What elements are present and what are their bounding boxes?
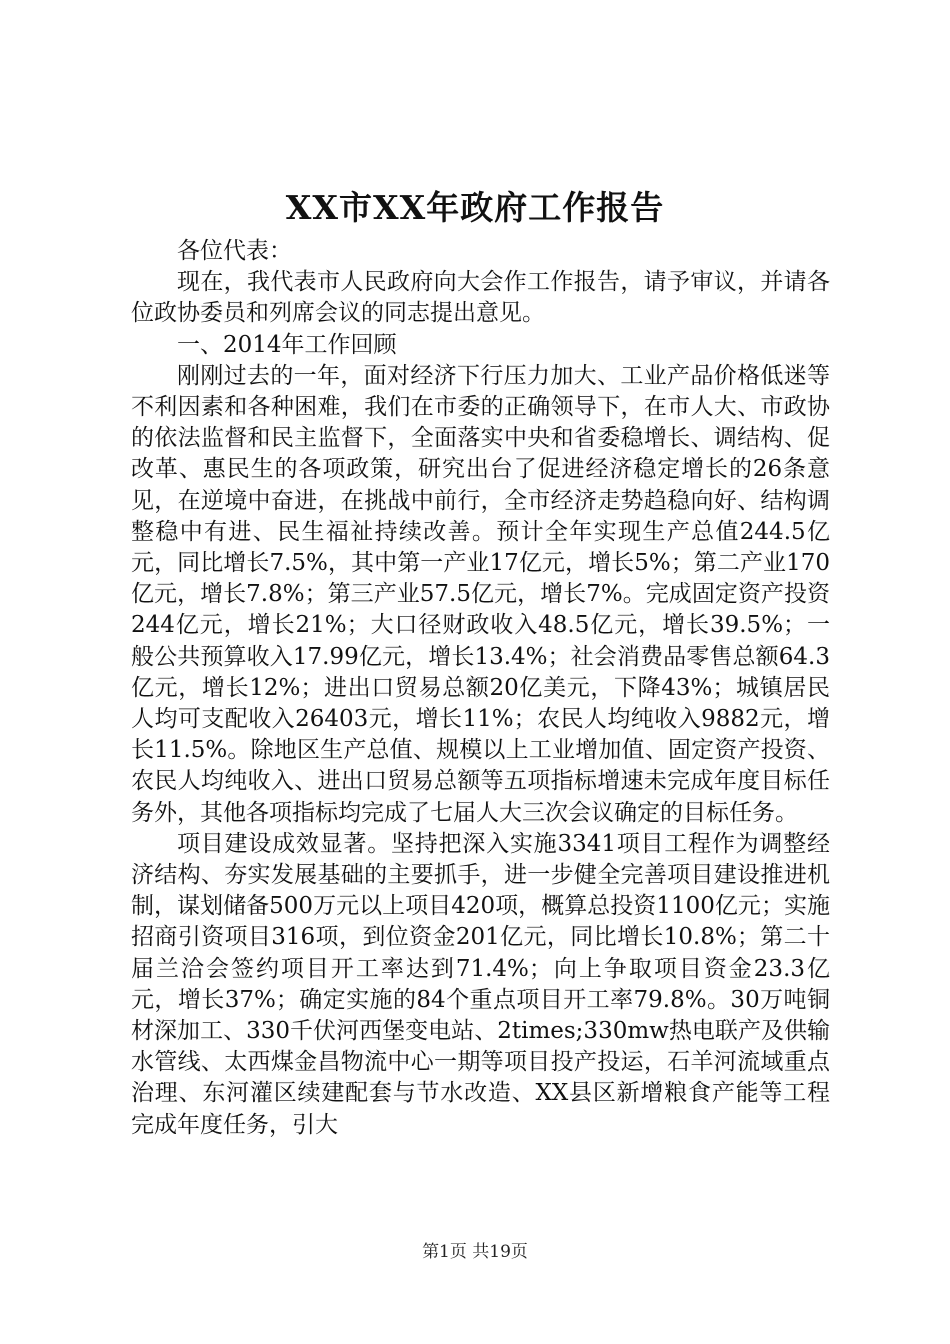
paragraph-projects: 项目建设成效显著。坚持把深入实施3341项目工程作为调整经济结构、夯实发展基础的主要抓手，进一步健全完善项目建设推进机制，谋划储备500万元以上项目420项，概算总投资1100亿元；实施招商引资项目316项，到位资金201亿元，同比增长10.8%；第二十届兰洽会签约项目开工率达到71.4%；向上争取项目资金23.3亿元，增长37%；确定实施的84个重点项目开工率79.8%。30万吨铜材深加工、330千伏河西堡变电站、2times;330mw热电联产及供输水管线、太西煤金昌物流中心一期等项目投产投运，石羊河流域重点治理、东河灌区续建配套与节水改造、XX县区新增粮食产能等工程完成年度任务，引大 bbox=[131, 830, 830, 1138]
page-number: 第1页 共19页 bbox=[422, 1242, 528, 1262]
document-body bbox=[131, 236, 830, 1141]
paragraph-intro: 现在，我代表市人民政府向大会作工作报告，请予审议，并请各位政协委员和列席会议的同志提出意见。 bbox=[131, 269, 830, 327]
paragraph-review: 刚刚过去的一年，面对经济下行压力加大、工业产品价格低迷等不利因素和各种困难，我们在市委的正确领导下，在市人大、市政协的依法监督和民主监督下，全面落实中央和省委稳增长、调结构、促改革、惠民生的各项政策，研究出台了促进经济稳定增长的26条意见，在逆境中奋进，在挑战中前行，全市经济走势趋稳向好、结构调整稳中有进、民生福祉持续改善。预计全年实现生产总值244.5亿元，同比增长7.5%，其中第一产业17亿元，增长5%；第二产业170亿元，增长7.8%；第三产业57.5亿元，增长7%。完成固定资产投资244亿元，增长21%；大口径财政收入48.5亿元，增长39.5%；一般公共预算收入17.99亿元，增长13.4%；社会消费品零售总额64.3亿元，增长12%；进出口贸易总额20亿美元，下降43%；城镇居民人均可支配收入26403元，增长11%；农民人均纯收入9882元，增长11.5%。除地区生产总值、规模以上工业增加值、固定资产投资、农民人均纯收入、进出口贸易总额等五项指标增速未完成年度目标任务外，其他各项指标均完成了七届人大三次会议确定的目标任务。 bbox=[131, 362, 830, 826]
document-title: XX市XX年政府工作报告 bbox=[285, 188, 665, 227]
section-heading: 一、2014年工作回顾 bbox=[177, 331, 397, 358]
paragraph-salutation: 各位代表： bbox=[177, 238, 292, 264]
